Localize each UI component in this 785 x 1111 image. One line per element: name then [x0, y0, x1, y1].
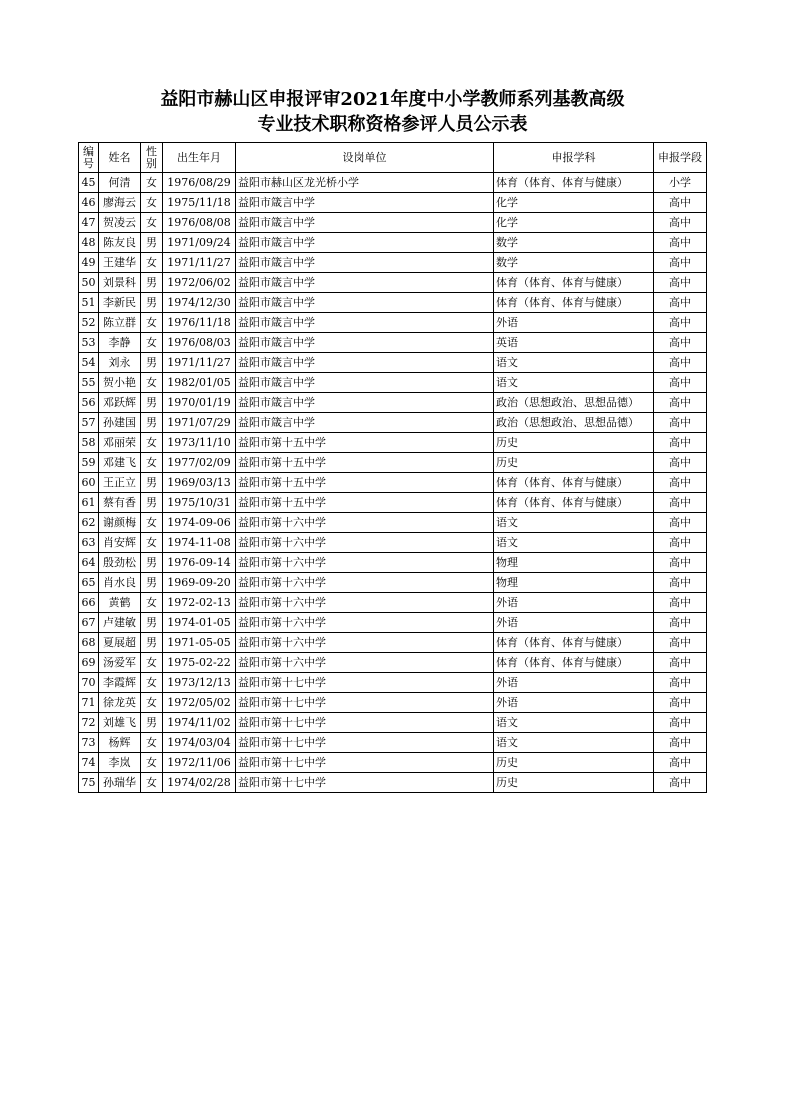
header-birth-date: 出生年月 [163, 143, 236, 173]
cell-subject: 数学 [494, 253, 654, 273]
cell-birth-date: 1974/02/28 [163, 773, 236, 793]
cell-birth-date: 1971/07/29 [163, 413, 236, 433]
cell-level: 高中 [654, 573, 707, 593]
cell-gender: 女 [141, 213, 163, 233]
cell-number: 60 [79, 473, 99, 493]
cell-subject: 外语 [494, 693, 654, 713]
cell-gender: 男 [141, 273, 163, 293]
cell-gender: 女 [141, 433, 163, 453]
cell-subject: 体育（体育、体育与健康） [494, 473, 654, 493]
table-row [79, 353, 707, 373]
cell-name: 李岚 [99, 753, 141, 773]
cell-unit: 益阳市箴言中学 [236, 193, 494, 213]
cell-birth-date: 1976/08/29 [163, 173, 236, 193]
cell-name: 孙瑞华 [99, 773, 141, 793]
cell-number: 72 [79, 713, 99, 733]
cell-name: 李霞辉 [99, 673, 141, 693]
cell-level: 高中 [654, 773, 707, 793]
cell-level: 高中 [654, 333, 707, 353]
cell-subject: 政治（思想政治、思想品德） [494, 393, 654, 413]
cell-level: 高中 [654, 613, 707, 633]
cell-unit: 益阳市第十七中学 [236, 733, 494, 753]
cell-number: 57 [79, 413, 99, 433]
table-row [79, 413, 707, 433]
cell-birth-date: 1972/06/02 [163, 273, 236, 293]
cell-birth-date: 1972-02-13 [163, 593, 236, 613]
cell-birth-date: 1977/02/09 [163, 453, 236, 473]
cell-number: 63 [79, 533, 99, 553]
header-gender: 性别 [141, 143, 163, 173]
cell-name: 杨辉 [99, 733, 141, 753]
header-unit: 设岗单位 [236, 143, 494, 173]
cell-level: 高中 [654, 713, 707, 733]
header-name: 姓名 [99, 143, 141, 173]
cell-name: 汤爱军 [99, 653, 141, 673]
cell-gender: 男 [141, 353, 163, 373]
table-row [79, 633, 707, 653]
cell-birth-date: 1971/09/24 [163, 233, 236, 253]
cell-name: 陈友良 [99, 233, 141, 253]
table-row [79, 693, 707, 713]
table-row [79, 213, 707, 233]
cell-number: 65 [79, 573, 99, 593]
cell-name: 何清 [99, 173, 141, 193]
cell-number: 58 [79, 433, 99, 453]
table-row [79, 573, 707, 593]
cell-unit: 益阳市第十六中学 [236, 613, 494, 633]
cell-number: 49 [79, 253, 99, 273]
table-row [79, 773, 707, 793]
cell-birth-date: 1972/05/02 [163, 693, 236, 713]
cell-unit: 益阳市箴言中学 [236, 213, 494, 233]
cell-unit: 益阳市箴言中学 [236, 253, 494, 273]
cell-number: 52 [79, 313, 99, 333]
cell-level: 高中 [654, 733, 707, 753]
cell-birth-date: 1976/11/18 [163, 313, 236, 333]
cell-birth-date: 1969-09-20 [163, 573, 236, 593]
table-row [79, 173, 707, 193]
cell-number: 56 [79, 393, 99, 413]
cell-gender: 男 [141, 413, 163, 433]
cell-name: 陈立群 [99, 313, 141, 333]
table-row [79, 473, 707, 493]
cell-number: 61 [79, 493, 99, 513]
cell-unit: 益阳市第十六中学 [236, 573, 494, 593]
table-row [79, 333, 707, 353]
cell-birth-date: 1971/11/27 [163, 353, 236, 373]
table-row [79, 433, 707, 453]
cell-subject: 物理 [494, 573, 654, 593]
cell-unit: 益阳市第十五中学 [236, 453, 494, 473]
cell-level: 高中 [654, 533, 707, 553]
cell-birth-date: 1976/08/03 [163, 333, 236, 353]
cell-birth-date: 1973/12/13 [163, 673, 236, 693]
cell-gender: 女 [141, 373, 163, 393]
cell-unit: 益阳市箴言中学 [236, 313, 494, 333]
cell-birth-date: 1974/03/04 [163, 733, 236, 753]
cell-birth-date: 1982/01/05 [163, 373, 236, 393]
cell-number: 54 [79, 353, 99, 373]
cell-number: 75 [79, 773, 99, 793]
header-subject: 申报学科 [494, 143, 654, 173]
cell-gender: 女 [141, 453, 163, 473]
table-header-row [79, 143, 707, 173]
cell-subject: 体育（体育、体育与健康） [494, 173, 654, 193]
cell-name: 卢建敏 [99, 613, 141, 633]
cell-unit: 益阳市第十六中学 [236, 593, 494, 613]
cell-gender: 男 [141, 233, 163, 253]
cell-birth-date: 1975-02-22 [163, 653, 236, 673]
cell-birth-date: 1970/01/19 [163, 393, 236, 413]
cell-name: 肖安辉 [99, 533, 141, 553]
cell-gender: 男 [141, 493, 163, 513]
cell-level: 高中 [654, 673, 707, 693]
cell-unit: 益阳市第十六中学 [236, 653, 494, 673]
table-row [79, 493, 707, 513]
cell-birth-date: 1975/10/31 [163, 493, 236, 513]
cell-level: 高中 [654, 213, 707, 233]
cell-gender: 女 [141, 193, 163, 213]
cell-birth-date: 1976/08/08 [163, 213, 236, 233]
cell-birth-date: 1971-05-05 [163, 633, 236, 653]
cell-birth-date: 1973/11/10 [163, 433, 236, 453]
cell-unit: 益阳市箴言中学 [236, 273, 494, 293]
cell-gender: 女 [141, 733, 163, 753]
cell-unit: 益阳市第十五中学 [236, 433, 494, 453]
table-row [79, 653, 707, 673]
cell-unit: 益阳市第十七中学 [236, 693, 494, 713]
cell-subject: 外语 [494, 593, 654, 613]
cell-subject: 历史 [494, 753, 654, 773]
header-level: 申报学段 [654, 143, 707, 173]
cell-birth-date: 1974-11-08 [163, 533, 236, 553]
cell-unit: 益阳市第十六中学 [236, 533, 494, 553]
cell-level: 高中 [654, 313, 707, 333]
table-row [79, 613, 707, 633]
table-row [79, 313, 707, 333]
cell-gender: 女 [141, 693, 163, 713]
cell-level: 高中 [654, 633, 707, 653]
cell-subject: 政治（思想政治、思想品德） [494, 413, 654, 433]
cell-birth-date: 1974/12/30 [163, 293, 236, 313]
cell-level: 高中 [654, 373, 707, 393]
cell-unit: 益阳市第十五中学 [236, 493, 494, 513]
cell-unit: 益阳市箴言中学 [236, 353, 494, 373]
cell-subject: 体育（体育、体育与健康） [494, 273, 654, 293]
cell-name: 徐龙英 [99, 693, 141, 713]
cell-birth-date: 1974-01-05 [163, 613, 236, 633]
cell-subject: 语文 [494, 713, 654, 733]
cell-level: 高中 [654, 473, 707, 493]
table-row [79, 753, 707, 773]
cell-gender: 女 [141, 333, 163, 353]
cell-level: 高中 [654, 353, 707, 373]
cell-level: 高中 [654, 493, 707, 513]
cell-subject: 历史 [494, 433, 654, 453]
cell-name: 王建华 [99, 253, 141, 273]
cell-gender: 男 [141, 713, 163, 733]
cell-unit: 益阳市第十七中学 [236, 753, 494, 773]
cell-subject: 体育（体育、体育与健康） [494, 493, 654, 513]
cell-level: 高中 [654, 293, 707, 313]
cell-name: 夏展超 [99, 633, 141, 653]
cell-gender: 男 [141, 293, 163, 313]
cell-unit: 益阳市第十六中学 [236, 553, 494, 573]
table-row [79, 533, 707, 553]
cell-level: 高中 [654, 393, 707, 413]
cell-gender: 女 [141, 513, 163, 533]
cell-unit: 益阳市箴言中学 [236, 333, 494, 353]
roster-body [79, 173, 707, 793]
cell-gender: 男 [141, 573, 163, 593]
cell-number: 68 [79, 633, 99, 653]
cell-name: 肖水良 [99, 573, 141, 593]
cell-gender: 女 [141, 533, 163, 553]
cell-number: 74 [79, 753, 99, 773]
cell-number: 59 [79, 453, 99, 473]
table-row [79, 393, 707, 413]
cell-gender: 男 [141, 393, 163, 413]
cell-subject: 语文 [494, 513, 654, 533]
cell-level: 高中 [654, 513, 707, 533]
cell-level: 高中 [654, 553, 707, 573]
cell-number: 53 [79, 333, 99, 353]
cell-unit: 益阳市箴言中学 [236, 233, 494, 253]
cell-number: 48 [79, 233, 99, 253]
cell-number: 55 [79, 373, 99, 393]
cell-name: 廖海云 [99, 193, 141, 213]
cell-subject: 外语 [494, 613, 654, 633]
cell-birth-date: 1976-09-14 [163, 553, 236, 573]
cell-birth-date: 1974-09-06 [163, 513, 236, 533]
header-number: 编号 [79, 143, 99, 173]
cell-gender: 女 [141, 773, 163, 793]
cell-number: 45 [79, 173, 99, 193]
cell-number: 50 [79, 273, 99, 293]
cell-gender: 女 [141, 653, 163, 673]
cell-level: 高中 [654, 753, 707, 773]
cell-number: 64 [79, 553, 99, 573]
cell-subject: 体育（体育、体育与健康） [494, 633, 654, 653]
table-row [79, 593, 707, 613]
cell-level: 高中 [654, 653, 707, 673]
table-row [79, 273, 707, 293]
cell-birth-date: 1975/11/18 [163, 193, 236, 213]
cell-name: 蔡有香 [99, 493, 141, 513]
cell-name: 邓建飞 [99, 453, 141, 473]
cell-gender: 女 [141, 593, 163, 613]
cell-level: 高中 [654, 253, 707, 273]
table-row [79, 513, 707, 533]
cell-subject: 语文 [494, 373, 654, 393]
cell-subject: 化学 [494, 213, 654, 233]
cell-level: 高中 [654, 593, 707, 613]
cell-subject: 化学 [494, 193, 654, 213]
cell-gender: 女 [141, 253, 163, 273]
table-row [79, 453, 707, 473]
cell-level: 高中 [654, 233, 707, 253]
cell-unit: 益阳市第十七中学 [236, 713, 494, 733]
cell-subject: 历史 [494, 773, 654, 793]
cell-subject: 语文 [494, 733, 654, 753]
cell-name: 邓跃辉 [99, 393, 141, 413]
cell-name: 孙建国 [99, 413, 141, 433]
cell-unit: 益阳市第十六中学 [236, 513, 494, 533]
cell-gender: 女 [141, 673, 163, 693]
cell-subject: 体育（体育、体育与健康） [494, 293, 654, 313]
cell-unit: 益阳市第十六中学 [236, 633, 494, 653]
cell-subject: 外语 [494, 313, 654, 333]
cell-unit: 益阳市第十七中学 [236, 773, 494, 793]
cell-subject: 语文 [494, 353, 654, 373]
cell-name: 刘雄飞 [99, 713, 141, 733]
cell-name: 刘景科 [99, 273, 141, 293]
cell-gender: 男 [141, 633, 163, 653]
cell-unit: 益阳市箴言中学 [236, 373, 494, 393]
cell-subject: 物理 [494, 553, 654, 573]
document-title-line1: 益阳市赫山区申报评审2021年度中小学教师系列基教高级 [160, 89, 625, 110]
cell-level: 高中 [654, 693, 707, 713]
cell-subject: 外语 [494, 673, 654, 693]
table-row [79, 293, 707, 313]
cell-unit: 益阳市赫山区龙光桥小学 [236, 173, 494, 193]
cell-number: 73 [79, 733, 99, 753]
cell-number: 66 [79, 593, 99, 613]
table-row [79, 373, 707, 393]
cell-level: 高中 [654, 413, 707, 433]
cell-gender: 女 [141, 313, 163, 333]
cell-name: 刘永 [99, 353, 141, 373]
cell-subject: 语文 [494, 533, 654, 553]
cell-number: 71 [79, 693, 99, 713]
table-row [79, 713, 707, 733]
cell-name: 李新民 [99, 293, 141, 313]
cell-name: 李静 [99, 333, 141, 353]
document-title-line2: 专业技术职称资格参评人员公示表 [257, 114, 528, 135]
cell-birth-date: 1969/03/13 [163, 473, 236, 493]
cell-number: 69 [79, 653, 99, 673]
cell-level: 高中 [654, 453, 707, 473]
cell-gender: 男 [141, 553, 163, 573]
table-row [79, 193, 707, 213]
cell-number: 62 [79, 513, 99, 533]
cell-number: 70 [79, 673, 99, 693]
cell-unit: 益阳市第十五中学 [236, 473, 494, 493]
cell-unit: 益阳市箴言中学 [236, 293, 494, 313]
cell-subject: 数学 [494, 233, 654, 253]
roster-table [78, 142, 707, 793]
cell-name: 黄鹤 [99, 593, 141, 613]
table-row [79, 253, 707, 273]
cell-gender: 女 [141, 173, 163, 193]
cell-level: 高中 [654, 273, 707, 293]
cell-name: 王正立 [99, 473, 141, 493]
cell-birth-date: 1971/11/27 [163, 253, 236, 273]
cell-name: 贺凌云 [99, 213, 141, 233]
cell-name: 殷劲松 [99, 553, 141, 573]
cell-name: 贺小艳 [99, 373, 141, 393]
cell-subject: 英语 [494, 333, 654, 353]
cell-unit: 益阳市箴言中学 [236, 393, 494, 413]
cell-number: 67 [79, 613, 99, 633]
cell-birth-date: 1972/11/06 [163, 753, 236, 773]
cell-birth-date: 1974/11/02 [163, 713, 236, 733]
table-row [79, 673, 707, 693]
cell-name: 谢颜梅 [99, 513, 141, 533]
cell-unit: 益阳市箴言中学 [236, 413, 494, 433]
cell-unit: 益阳市第十七中学 [236, 673, 494, 693]
table-row [79, 733, 707, 753]
cell-gender: 男 [141, 613, 163, 633]
cell-level: 小学 [654, 173, 707, 193]
table-row [79, 553, 707, 573]
cell-subject: 历史 [494, 453, 654, 473]
cell-level: 高中 [654, 193, 707, 213]
cell-number: 46 [79, 193, 99, 213]
cell-number: 47 [79, 213, 99, 233]
cell-gender: 男 [141, 473, 163, 493]
cell-number: 51 [79, 293, 99, 313]
cell-subject: 体育（体育、体育与健康） [494, 653, 654, 673]
cell-gender: 女 [141, 753, 163, 773]
cell-level: 高中 [654, 433, 707, 453]
cell-name: 邓丽荣 [99, 433, 141, 453]
table-row [79, 233, 707, 253]
